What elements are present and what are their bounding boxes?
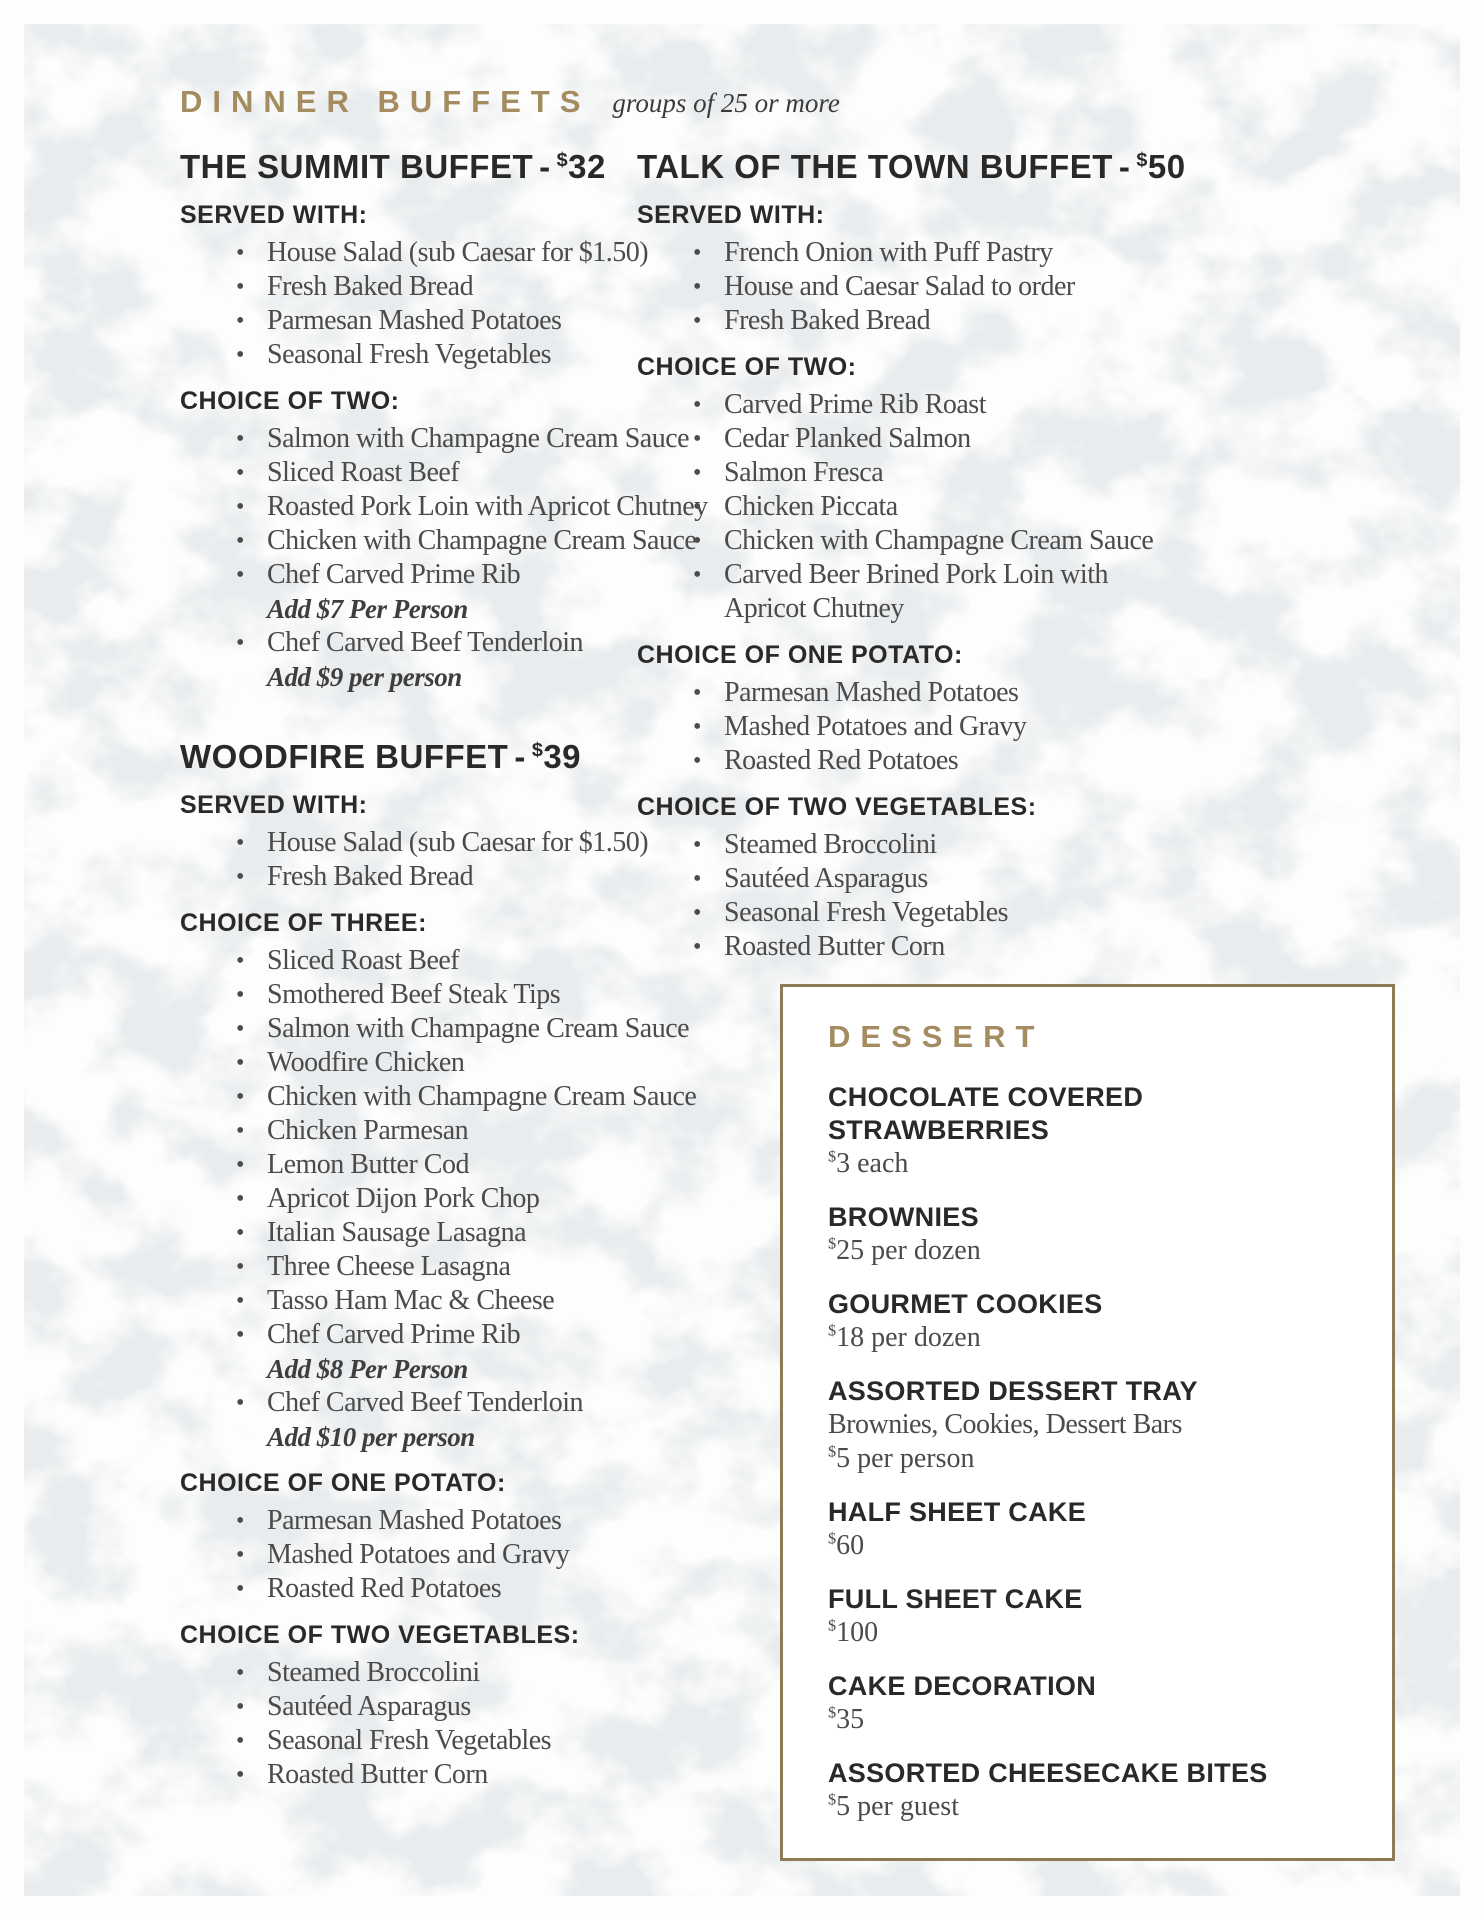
price-separator: - [539,148,551,185]
menu-item-text: Lemon Butter Cod [267,1149,469,1180]
dessert-item-name: CAKE DECORATION [828,1671,1097,1701]
menu-item-text: Carved Prime Rib Roast [724,389,986,420]
menu-item [180,944,637,978]
currency-symbol: $ [828,1790,837,1809]
vegetable-list [637,828,1400,964]
menu-item-text: Roasted Butter Corn [267,1759,488,1790]
menu-item [180,304,637,338]
menu-item [180,1182,637,1216]
price-separator: - [514,738,526,775]
menu-item [180,1216,637,1250]
buffet-name: TALK OF THE TOWN BUFFET [637,148,1113,185]
currency-symbol: $ [556,149,569,171]
menu-item [637,270,1400,304]
menu-item [637,828,1400,862]
dessert-item-name: HALF SHEET CAKE [828,1497,1087,1527]
menu-item [180,422,690,456]
menu-item [637,456,1400,490]
buffet-the-summit [180,148,708,694]
menu-item [180,626,637,694]
menu-item [180,1114,637,1148]
menu-item [180,236,649,270]
menu-item-text: Sautéed Asparagus [724,863,928,894]
menu-item-surcharge-note: Add $7 Per Person [267,594,468,624]
price-amount: 5 per person [836,1443,975,1474]
menu-item-text: Apricot Dijon Pork Chop [267,1183,540,1214]
menu-item-text: Parmesan Mashed Potatoes [724,677,1019,708]
menu-item [637,236,1400,270]
menu-item-text: Chef Carved Prime Rib [267,559,521,590]
menu-item [180,1758,637,1792]
menu-item [180,1284,637,1318]
buffet-talk-of-the-town [637,148,1400,964]
menu-item [637,676,1400,710]
section-label-choice-of-one-potato: CHOICE OF ONE POTATO: [180,1469,506,1497]
menu-item [180,1690,637,1724]
dessert-item [828,1670,1352,1737]
menu-item [180,1386,637,1454]
menu-item [180,1318,637,1386]
menu-item-text: Chef Carved Beef Tenderloin [267,627,584,658]
currency-symbol: $ [828,1703,837,1722]
menu-item [180,1572,637,1606]
right-column [637,148,1400,1861]
section-label-choice-of-one-potato: CHOICE OF ONE POTATO: [637,641,963,669]
menu-item-text: Chef Carved Beef Tenderloin [267,1387,584,1418]
menu-item-surcharge-note: Add $8 Per Person [267,1354,468,1384]
buffet-price [532,738,581,775]
menu-item [180,558,637,626]
menu-item [180,826,649,860]
menu-item [180,1250,637,1284]
menu-item [180,270,637,304]
dessert-item-price [828,1703,1352,1737]
dessert-item [828,1496,1352,1563]
price-separator: - [1118,148,1131,185]
menu-item [637,558,1164,626]
served-with-list [637,236,1400,338]
menu-item-text: Roasted Red Potatoes [267,1573,502,1604]
currency-symbol: $ [828,1529,837,1548]
dessert-item-price [828,1790,1352,1824]
section-label-choice-of-two-vegetables: CHOICE OF TWO VEGETABLES: [180,1621,580,1649]
currency-symbol: $ [828,1147,837,1166]
menu-item [637,710,1400,744]
currency-symbol: $ [828,1321,837,1340]
menu-item [637,744,1400,778]
section-label-served-with: SERVED WITH: [180,201,368,229]
dessert-item-price [828,1234,1352,1268]
menu-item-text: Chicken with Champagne Cream Sauce [267,525,697,556]
section-label-served-with: SERVED WITH: [637,201,825,229]
served-with-list [180,826,649,894]
menu-item-text: Carved Beer Brined Pork Loin with Apricot Chutney [724,559,1108,624]
potato-list [637,676,1400,778]
menu-item [180,1046,637,1080]
menu-item-text: Cedar Planked Salmon [724,423,971,454]
menu-item-text: Mashed Potatoes and Gravy [724,711,1027,742]
menu-item [180,524,697,558]
buffet-name: THE SUMMIT BUFFET [180,148,534,185]
menu-item-text: Sliced Roast Beef [267,457,460,488]
page-header [180,82,1400,122]
dessert-item [828,1288,1352,1355]
dessert-item [828,1583,1352,1650]
menu-item-text: Steamed Broccolini [724,829,937,860]
dessert-item-price [828,1147,1352,1181]
dessert-item-description: Brownies, Cookies, Dessert Bars [828,1409,1182,1440]
section-label-choice-of-three: CHOICE OF THREE: [180,909,427,937]
currency-symbol: $ [828,1234,837,1253]
currency-symbol: $ [828,1442,837,1461]
menu-item-text: Sliced Roast Beef [267,945,460,976]
dessert-item-price [828,1442,1352,1476]
menu-item-text: Roasted Red Potatoes [724,745,959,776]
menu-item-text: Salmon with Champagne Cream Sauce [267,423,690,454]
dessert-item [828,1757,1352,1824]
dessert-item [828,1081,1352,1181]
page-subtitle: groups of 25 or more [612,88,840,118]
menu-item-text: Parmesan Mashed Potatoes [267,1505,562,1536]
menu-item [180,1656,637,1690]
menu-item-text: House and Caesar Salad to order [724,271,1075,302]
price-amount: 100 [836,1617,879,1648]
section-label-served-with: SERVED WITH: [180,791,368,819]
menu-item [180,456,637,490]
menu-item-text: Three Cheese Lasagna [267,1251,511,1282]
menu-item-text: Smothered Beef Steak Tips [267,979,561,1010]
vegetable-list [180,1656,637,1792]
menu-item-text: Roasted Butter Corn [724,931,945,962]
price-amount: 35 [836,1704,865,1735]
menu-item-text: House Salad (sub Caesar for $1.50) [267,237,649,268]
potato-list [180,1504,637,1606]
buffet-price [1136,148,1185,185]
choice-of-two-list [637,388,1400,626]
dessert-item [828,1375,1352,1476]
buffet-title [180,148,637,186]
menu-item [637,862,1400,896]
dessert-item-name: ASSORTED CHEESECAKE BITES [828,1758,1268,1788]
menu-item [180,1080,697,1114]
menu-item [637,930,1400,964]
section-label-choice-of-two: CHOICE OF TWO: [637,353,857,381]
menu-item [180,1538,637,1572]
price-amount: 60 [836,1530,865,1561]
menu-item-text: Salmon with Champagne Cream Sauce [267,1013,690,1044]
menu-item-text: Seasonal Fresh Vegetables [724,897,1009,928]
menu-columns [180,148,1400,1861]
menu-item-text: Chicken with Champagne Cream Sauce [267,1081,697,1112]
menu-item [637,490,1400,524]
buffet-title [637,148,1400,186]
menu-item-text: Roasted Pork Loin with Apricot Chutney [267,491,708,522]
menu-item [180,1012,690,1046]
dessert-section [780,984,1395,1861]
menu-item [180,1504,637,1538]
menu-item-text: Chicken Parmesan [267,1115,469,1146]
buffet-woodfire [180,738,697,1792]
menu-item [180,1724,637,1758]
section-label-choice-of-two: CHOICE OF TWO: [180,387,400,415]
dessert-item-name: FULL SHEET CAKE [828,1584,1083,1614]
menu-item [637,524,1400,558]
menu-item [637,422,1400,456]
menu-item-text: Italian Sausage Lasagna [267,1217,527,1248]
price-amount: 32 [568,148,606,185]
menu-item [180,978,637,1012]
currency-symbol: $ [1136,149,1148,171]
menu-item [637,896,1400,930]
price-amount: 18 per dozen [836,1322,981,1353]
left-column [180,148,708,1861]
menu-item [180,860,637,894]
menu-item-text: Parmesan Mashed Potatoes [267,305,562,336]
currency-symbol: $ [828,1616,837,1635]
dessert-item-price [828,1529,1352,1563]
menu-item [637,388,1400,422]
choice-of-two-list [180,422,708,694]
dessert-item-name: GOURMET COOKIES [828,1289,1103,1319]
price-amount: 50 [1147,148,1186,185]
menu-item-text: Fresh Baked Bread [267,861,474,892]
menu-item-text: Seasonal Fresh Vegetables [267,1725,552,1756]
menu-item-text: Tasso Ham Mac & Cheese [267,1285,555,1316]
dessert-item-price [828,1616,1352,1650]
buffet-price [557,148,606,185]
dessert-item-name: CHOCOLATE COVERED STRAWBERRIES [828,1082,1144,1145]
buffet-name: WOODFIRE BUFFET [180,738,509,775]
price-amount: 3 each [836,1148,909,1179]
served-with-list [180,236,649,372]
menu-item [637,304,1400,338]
menu-item-text: Chicken Piccata [724,491,898,522]
buffet-title [180,738,637,776]
dessert-title: DESSERT [828,1019,1045,1054]
price-amount: 39 [543,738,582,775]
section-label-choice-of-two-vegetables: CHOICE OF TWO VEGETABLES: [637,793,1037,821]
dessert-item-price [828,1321,1352,1355]
menu-item-text: Seasonal Fresh Vegetables [267,339,552,370]
menu-item-text: Fresh Baked Bread [724,305,931,336]
menu-item-text: Fresh Baked Bread [267,271,474,302]
price-amount: 5 per guest [836,1791,959,1822]
price-amount: 25 per dozen [836,1235,981,1266]
menu-item-text: French Onion with Puff Pastry [724,237,1053,268]
menu-item-text: Salmon Fresca [724,457,884,488]
menu-item-text: Mashed Potatoes and Gravy [267,1539,570,1570]
dessert-item-name: ASSORTED DESSERT TRAY [828,1376,1198,1406]
menu-item-surcharge-note: Add $9 per person [267,662,462,692]
menu-item-text: Chicken with Champagne Cream Sauce [724,525,1154,556]
currency-symbol: $ [531,739,544,761]
menu-item-text: Woodfire Chicken [267,1047,465,1078]
dessert-item-name: BROWNIES [828,1202,979,1232]
menu-item-text: Steamed Broccolini [267,1657,480,1688]
menu-item [180,490,708,524]
page-title: DINNER BUFFETS [180,84,591,119]
menu-item-text: Chef Carved Prime Rib [267,1319,521,1350]
menu-item-text: Sautéed Asparagus [267,1691,471,1722]
choice-of-three-list [180,944,697,1454]
menu-item [180,1148,637,1182]
menu-item-text: House Salad (sub Caesar for $1.50) [267,827,649,858]
menu-item-surcharge-note: Add $10 per person [267,1422,475,1452]
dessert-item [828,1201,1352,1268]
menu-item [180,338,637,372]
